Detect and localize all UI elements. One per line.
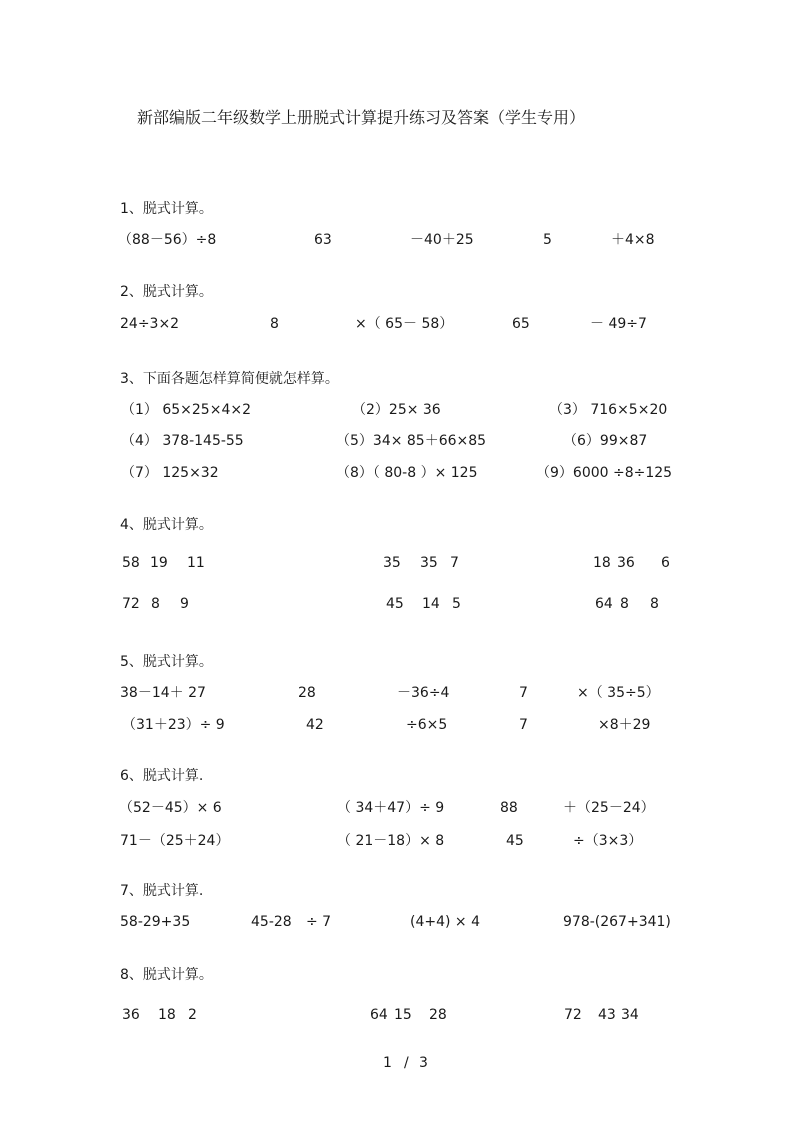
- number: 36: [122, 1007, 140, 1023]
- expression: （52－45）× 6: [119, 800, 222, 816]
- number: 14: [422, 596, 440, 612]
- number: 28: [429, 1007, 447, 1023]
- expression: ÷（3×3）: [573, 833, 643, 849]
- number: 8: [151, 596, 160, 612]
- section-heading: 1、脱式计算。: [120, 201, 213, 217]
- number: 8: [620, 596, 629, 612]
- number: 7: [450, 555, 459, 571]
- number: 64: [370, 1007, 388, 1023]
- expression: ×（ 35÷5）: [577, 685, 660, 701]
- expression: （3） 716×5×20: [549, 402, 668, 418]
- expression: (4+4) × 4: [410, 914, 481, 930]
- expression: （31＋23）÷ 9: [122, 717, 225, 733]
- section-heading: 2、脱式计算。: [120, 284, 213, 300]
- expression: 978-(267+341): [563, 914, 671, 930]
- number: 8: [650, 596, 659, 612]
- expression: （5）34× 85＋66×85: [336, 433, 487, 449]
- expression: 8: [270, 316, 279, 332]
- expression: （2）25× 36: [352, 402, 441, 418]
- section-heading: 8、脱式计算。: [120, 967, 213, 983]
- number: 43: [598, 1007, 616, 1023]
- number: 64: [595, 596, 613, 612]
- expression: 88: [500, 800, 518, 816]
- expression: 71－（25＋24）: [120, 833, 230, 849]
- number: 35: [420, 555, 438, 571]
- number: 72: [564, 1007, 582, 1023]
- section-heading: 3、下面各题怎样算简便就怎样算。: [120, 371, 339, 387]
- expression: ＋4×8: [611, 232, 655, 248]
- expression: 7: [519, 717, 528, 733]
- expression: 7: [519, 685, 528, 701]
- expression: －40＋25: [410, 232, 474, 248]
- expression: ÷ 7: [306, 914, 332, 930]
- expression: 58-29+35: [120, 914, 191, 930]
- number: 18: [593, 555, 611, 571]
- section-heading: 6、脱式计算.: [120, 768, 204, 784]
- page-number-current: 1: [383, 1055, 392, 1071]
- expression: （ 34＋47）÷ 9: [337, 800, 445, 816]
- expression: （6）99×87: [563, 433, 648, 449]
- number: 19: [150, 555, 168, 571]
- expression: （9）6000 ÷8÷125: [536, 465, 673, 481]
- number: 45: [386, 596, 404, 612]
- page-title: 新部编版二年级数学上册脱式计算提升练习及答案（学生专用）: [137, 108, 586, 127]
- expression: （8）（ 80-8 ）× 125: [336, 465, 478, 481]
- expression: 42: [306, 717, 324, 733]
- number: 15: [394, 1007, 412, 1023]
- number: 34: [621, 1007, 639, 1023]
- number: 35: [383, 555, 401, 571]
- page-number-separator: /: [404, 1055, 409, 1071]
- expression: ×（ 65－ 58）: [355, 316, 454, 332]
- expression: （ 21－18）× 8: [337, 833, 445, 849]
- expression: （1） 65×25×4×2: [121, 402, 251, 418]
- section-heading: 7、脱式计算.: [120, 883, 204, 899]
- number: 2: [188, 1007, 197, 1023]
- number: 6: [661, 555, 670, 571]
- expression: ＋（25－24）: [563, 800, 655, 816]
- number: 11: [187, 555, 205, 571]
- expression: 63: [314, 232, 332, 248]
- expression: ÷6×5: [406, 717, 448, 733]
- expression: －36÷4: [397, 685, 450, 701]
- number: 18: [158, 1007, 176, 1023]
- expression: （4） 378-145-55: [121, 433, 244, 449]
- page-number-total: 3: [419, 1055, 428, 1071]
- expression: 5: [543, 232, 552, 248]
- expression: 28: [298, 685, 316, 701]
- expression: 45-28: [251, 914, 292, 930]
- expression: － 49÷7: [590, 316, 647, 332]
- expression: 38－14＋ 27: [120, 685, 206, 701]
- number: 72: [122, 596, 140, 612]
- number: 58: [122, 555, 140, 571]
- number: 5: [452, 596, 461, 612]
- expression: （88－56）÷8: [118, 232, 217, 248]
- number: 36: [617, 555, 635, 571]
- number: 9: [180, 596, 189, 612]
- expression: 24÷3×2: [120, 316, 180, 332]
- section-heading: 5、脱式计算。: [120, 654, 213, 670]
- expression: 65: [512, 316, 530, 332]
- expression: （7） 125×32: [121, 465, 219, 481]
- expression: ×8＋29: [598, 717, 651, 733]
- section-heading: 4、脱式计算。: [120, 517, 213, 533]
- expression: 45: [506, 833, 524, 849]
